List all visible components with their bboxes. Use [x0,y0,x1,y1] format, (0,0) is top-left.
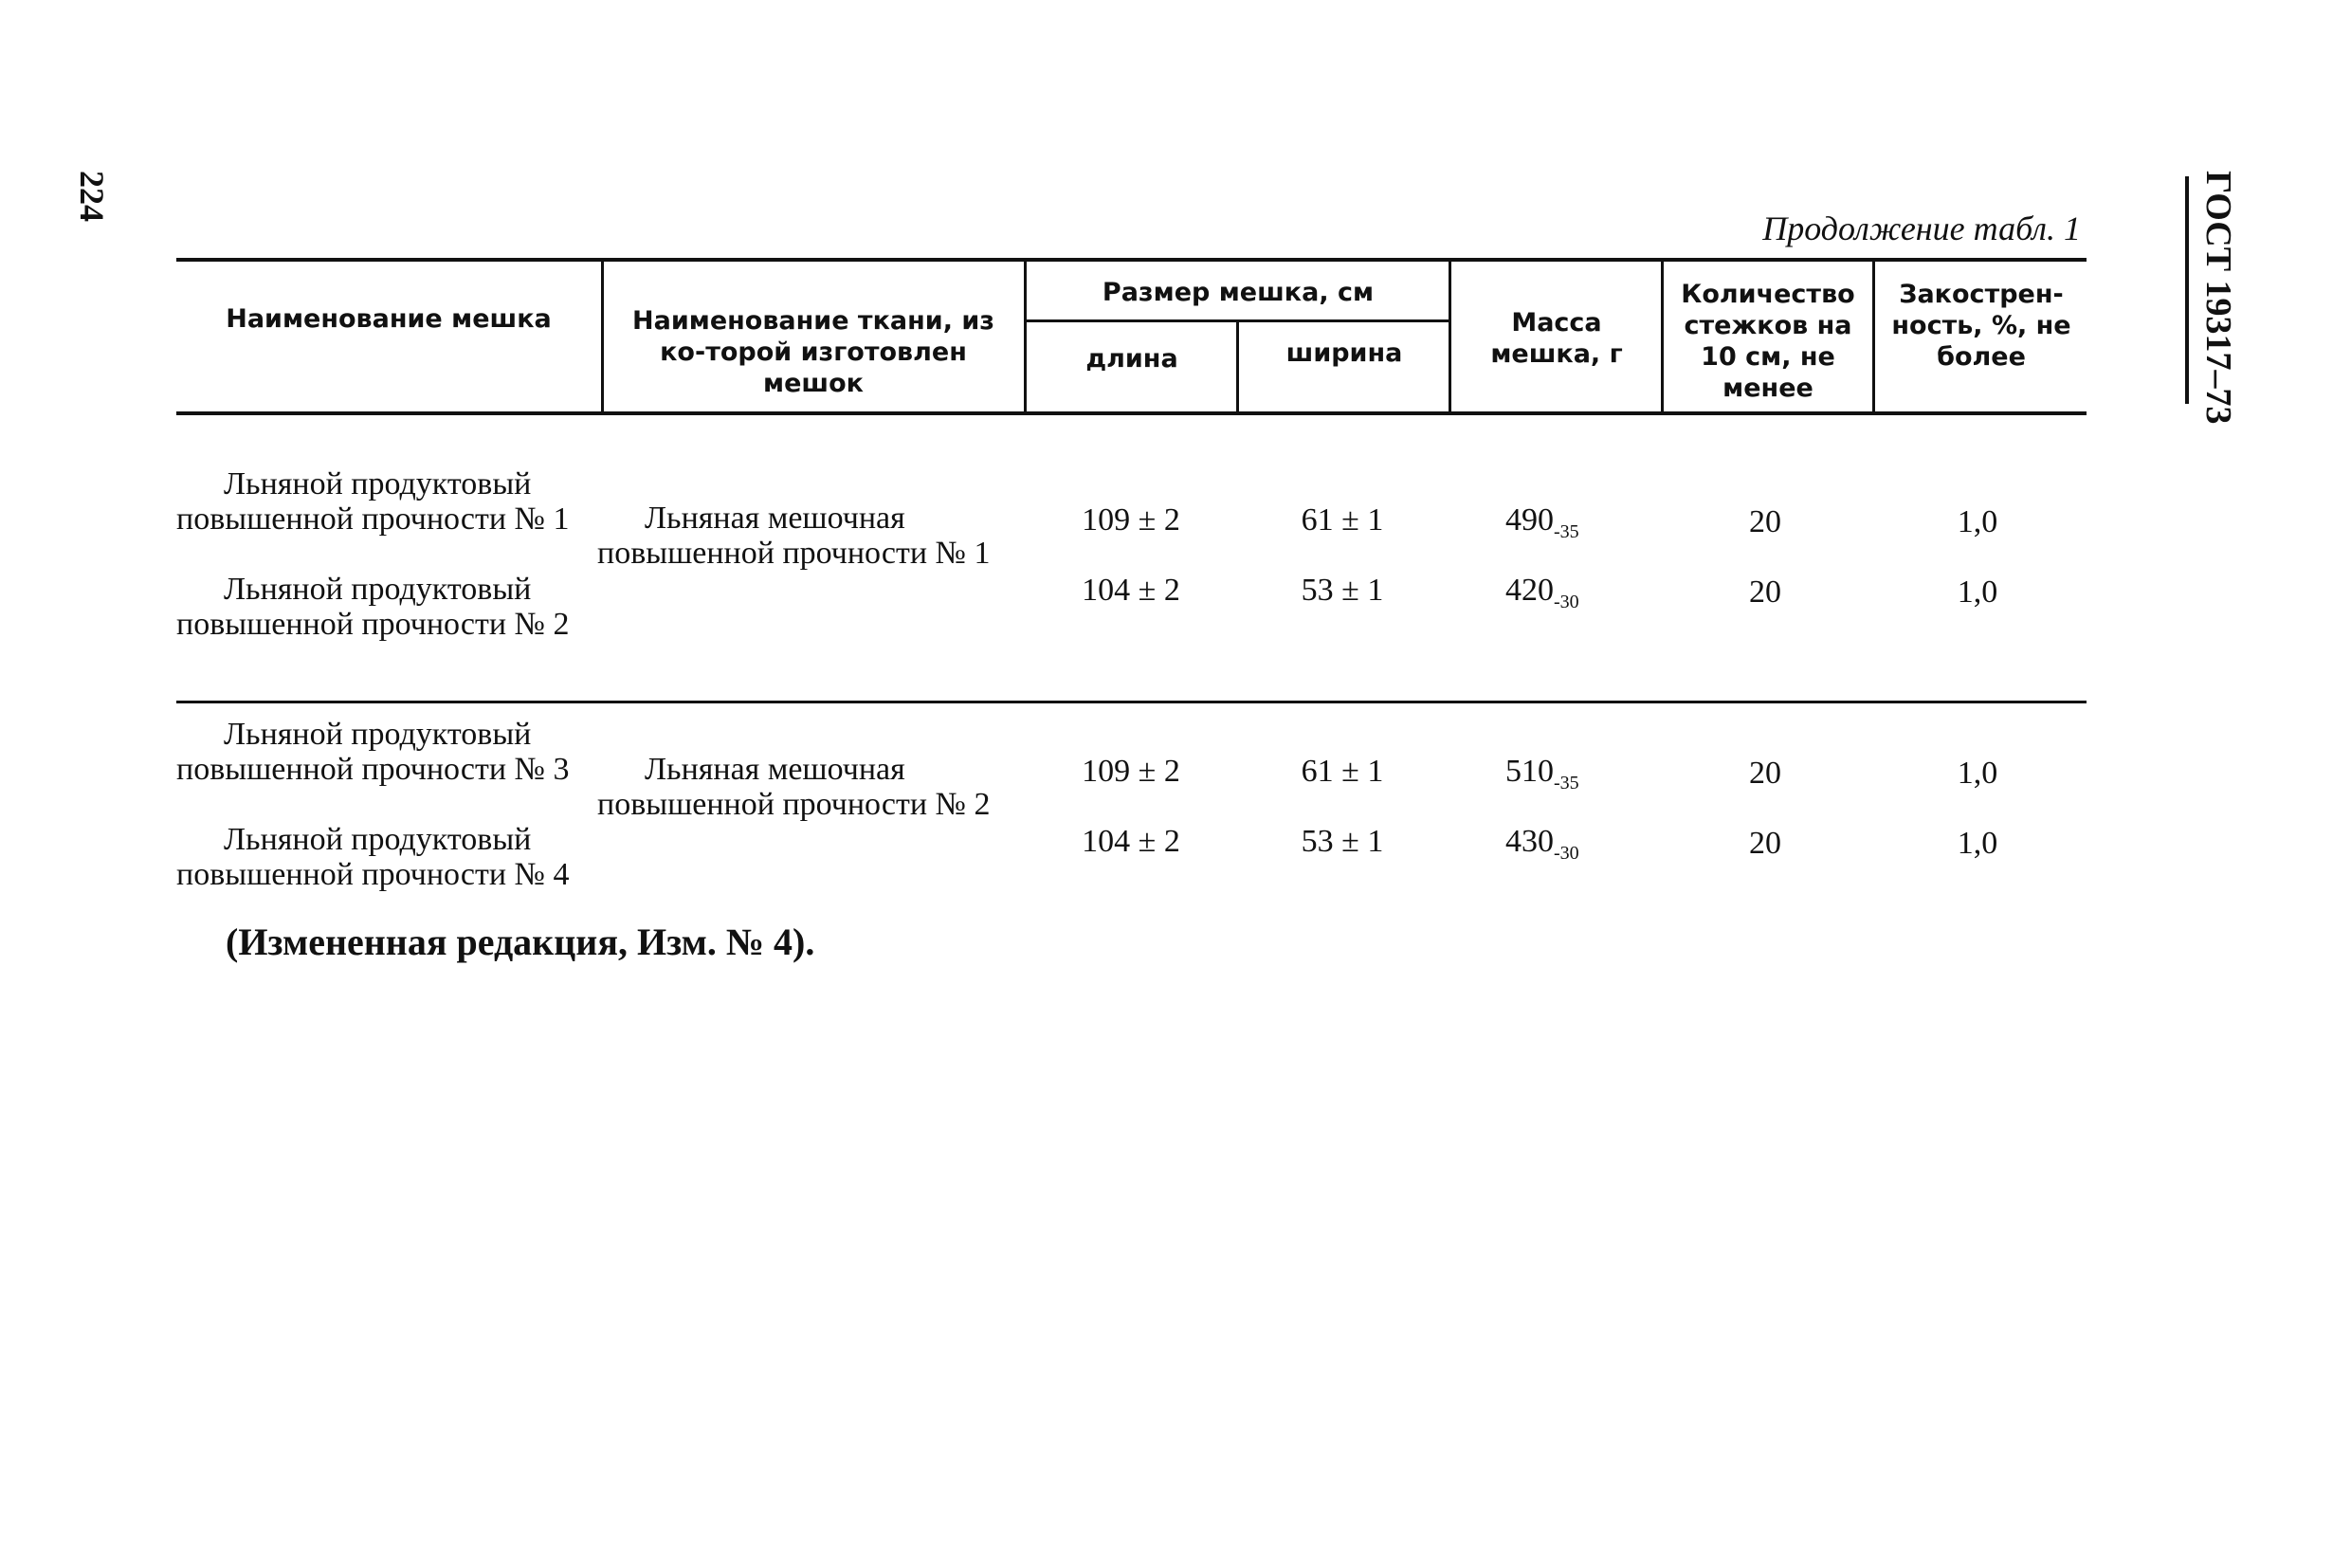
mass-tolerance: -30 [1554,591,1579,612]
header-mass: Масса мешка, г [1490,308,1623,369]
stitches-cell: 20 [1749,826,1781,861]
document-code-rule [2185,176,2189,404]
stitches-cell: 20 [1749,756,1781,791]
mass-tolerance: -35 [1554,772,1579,793]
mass-tolerance: -30 [1554,842,1579,864]
bag-name-cell: Льняной продуктовый повышенной прочности № 2 [176,572,570,642]
length-cell: 104 ± 2 [1082,573,1180,608]
width-cell: 53 ± 1 [1301,824,1384,859]
table-top-rule [176,258,2087,262]
mass-cell: $510_{-35}$ [1505,754,1579,793]
group-divider-rule [176,701,2087,703]
header-col-divider [1024,260,1027,413]
header-col-divider [1872,260,1875,413]
width-cell: 61 ± 1 [1301,502,1384,538]
bag-name-cell: Льняной продуктовый повышенной прочности № 4 [176,822,570,892]
header-bag-name: Наименование мешка [226,304,552,334]
header-length: длина [1085,344,1178,374]
mass-cell: $420_{-30}$ [1505,573,1579,612]
revision-note: (Измененная редакция, Изм. № 4). [226,921,815,963]
contamination-cell: 1,0 [1957,574,1998,610]
length-cell: 109 ± 2 [1082,754,1180,789]
header-col-divider [1661,260,1664,413]
bag-name-cell: Льняной продуктовый повышенной прочности № 1 [176,466,570,537]
fabric-name-cell: Льняная мешочная повышенной прочности № 1 [597,501,991,571]
width-cell: 53 ± 1 [1301,573,1384,608]
width-cell: 61 ± 1 [1301,754,1384,789]
header-width: ширина [1285,338,1403,368]
header-stitches: Количество стежков на 10 см, не менее [1681,280,1855,403]
header-contamination: Закострен-ность, %, не более [1891,280,2071,372]
document-code: ГОСТ 19317–73 [2198,171,2238,425]
table-caption: Продолжение табл. 1 [1762,210,2081,247]
length-cell: 104 ± 2 [1082,824,1180,859]
mass-tolerance: -35 [1554,520,1579,542]
header-col-divider [1236,320,1239,413]
length-cell: 109 ± 2 [1082,502,1180,538]
page-number: 224 [73,171,111,222]
header-bottom-rule [176,411,2087,415]
contamination-cell: 1,0 [1957,826,1998,861]
mass-cell: $490_{-35}$ [1505,502,1579,542]
fabric-name-cell: Льняная мешочная повышенной прочности № 2 [597,752,991,822]
stitches-cell: 20 [1749,574,1781,610]
header-col-divider [601,260,604,413]
bag-name-cell: Льняной продуктовый повышенной прочности № 3 [176,717,570,787]
header-size-group: Размер мешка, см [1102,278,1375,307]
header-col-divider [1449,260,1451,413]
contamination-cell: 1,0 [1957,756,1998,791]
mass-cell: $430_{-30}$ [1505,824,1579,864]
contamination-cell: 1,0 [1957,504,1998,539]
stitches-cell: 20 [1749,504,1781,539]
header-fabric-name: Наименование ткани, из ко-торой изготовлен мешок [632,306,994,398]
